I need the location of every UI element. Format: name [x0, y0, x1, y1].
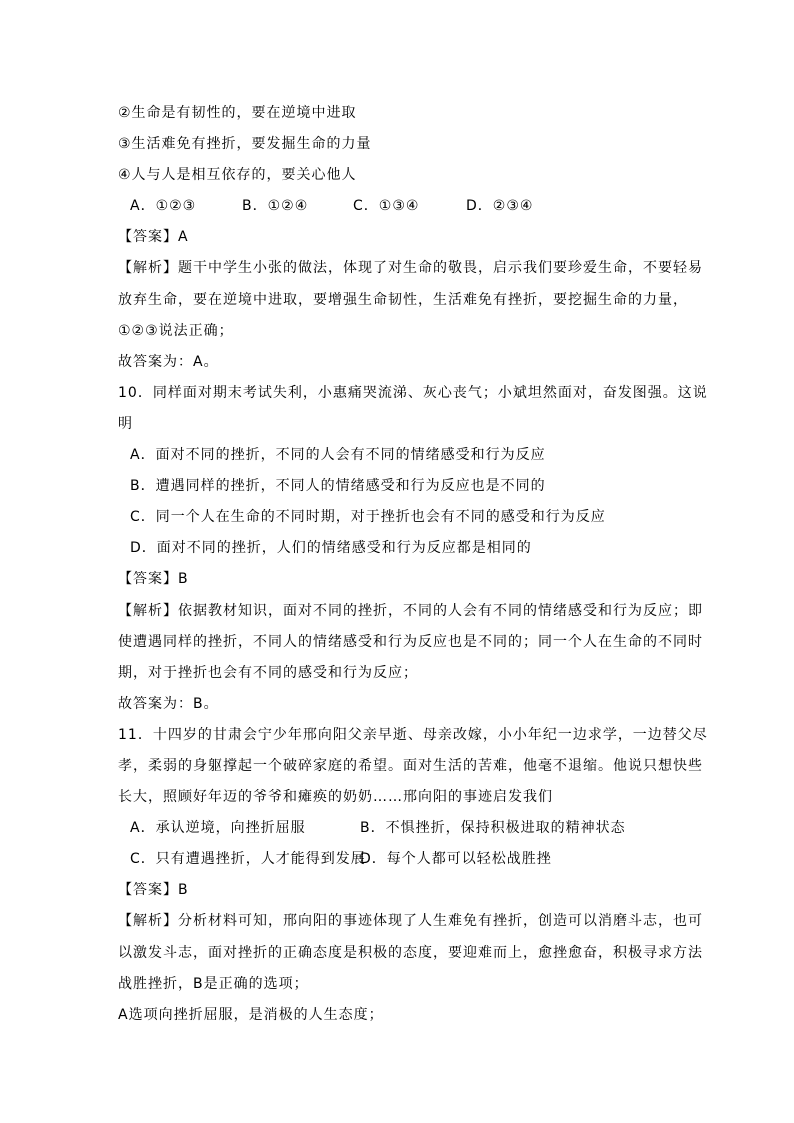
option-c: C．同一个人在生命的不同时期，对于挫折也会有不同的感受和行为反应 [130, 509, 606, 526]
analysis-line: 放弃生命，要在逆境中进取，要增强生命韧性，生活难免有挫折，要挖掘生命的力量， [118, 291, 688, 308]
answer: 【答案】A [118, 229, 189, 246]
analysis-line: 【解析】分析材料可知，邢向阳的事迹体现了人生难免有挫折，创造可以消磨斗志，也可 [118, 913, 703, 930]
analysis-line: 以激发斗志，面对挫折的正确态度是积极的态度，要迎难而上，愈挫愈奋，积极寻求方法 [118, 944, 703, 961]
option-c: C．只有遭遇挫折，人才能得到发展 [130, 851, 366, 868]
q11-options-row [118, 813, 678, 844]
analysis-line: A选项向挫折屈服，是消极的人生态度； [118, 1006, 384, 1023]
conclusion: 故答案为：A。 [118, 353, 219, 370]
q9-options [118, 191, 678, 222]
option-b: B．不惧挫折，保持积极进取的精神状态 [360, 820, 626, 837]
analysis-line: 【解析】题干中学生小张的做法，体现了对生命的敬畏，启示我们要珍爱生命，不要轻易 [118, 260, 703, 277]
option-a: A．承认逆境，向挫折屈服 [130, 820, 306, 837]
question-stem: 长大，照顾好年迈的爷爷和瘫痪的奶奶……邢向阳的事迹启发我们 [118, 789, 553, 806]
analysis-line: 【解析】依据教材知识，面对不同的挫折，不同的人会有不同的情绪感受和行为反应；即 [118, 602, 703, 619]
statement: ②生命是有韧性的，要在逆境中进取 [118, 105, 357, 121]
analysis-line: 使遭遇同样的挫折，不同人的情绪感受和行为反应也是不同的；同一个人在生命的不同时 [118, 633, 703, 650]
q11-options-row [118, 844, 678, 875]
question-stem: 11．十四岁的甘肃会宁少年邢向阳父亲早逝、母亲改嫁，小小年纪一边求学，一边替父尽 [118, 726, 708, 743]
question-stem: 明 [118, 415, 133, 432]
option-a: A．面对不同的挫折，不同的人会有不同的情绪感受和行为反应 [130, 447, 546, 464]
analysis-line: 期，对于挫折也会有不同的感受和行为反应； [118, 664, 418, 681]
conclusion: 故答案为：B。 [118, 695, 219, 712]
statement: ③生活难免有挫折，要发掘生命的力量 [118, 136, 372, 153]
statement: ④人与人是相互依存的，要关心他人 [118, 167, 357, 184]
option-c: C．①③④ [353, 198, 420, 215]
option-a: A．①②③ [130, 198, 197, 215]
option-d: D．②③④ [466, 198, 534, 215]
option-b: B．遭遇同样的挫折，不同人的情绪感受和行为反应也是不同的 [130, 478, 546, 495]
analysis-line: ①②③说法正确； [118, 322, 234, 339]
question-stem: 10．同样面对期末考试失利，小惠痛哭流涕、灰心丧气；小斌坦然面对，奋发图强。这说 [118, 384, 708, 401]
analysis-line: 战胜挫折，B是正确的选项； [118, 975, 309, 992]
answer: 【答案】B [118, 882, 189, 899]
option-d: D．每个人都可以轻松战胜挫 [360, 851, 552, 868]
answer: 【答案】B [118, 571, 189, 588]
question-stem: 孝，柔弱的身躯撑起一个破碎家庭的希望。面对生活的苦难，他毫不退缩。他说只想快些 [118, 757, 703, 774]
option-b: B．①②④ [242, 198, 309, 215]
option-d: D．面对不同的挫折，人们的情绪感受和行为反应都是相同的 [130, 540, 532, 557]
document-page [118, 98, 708, 1031]
